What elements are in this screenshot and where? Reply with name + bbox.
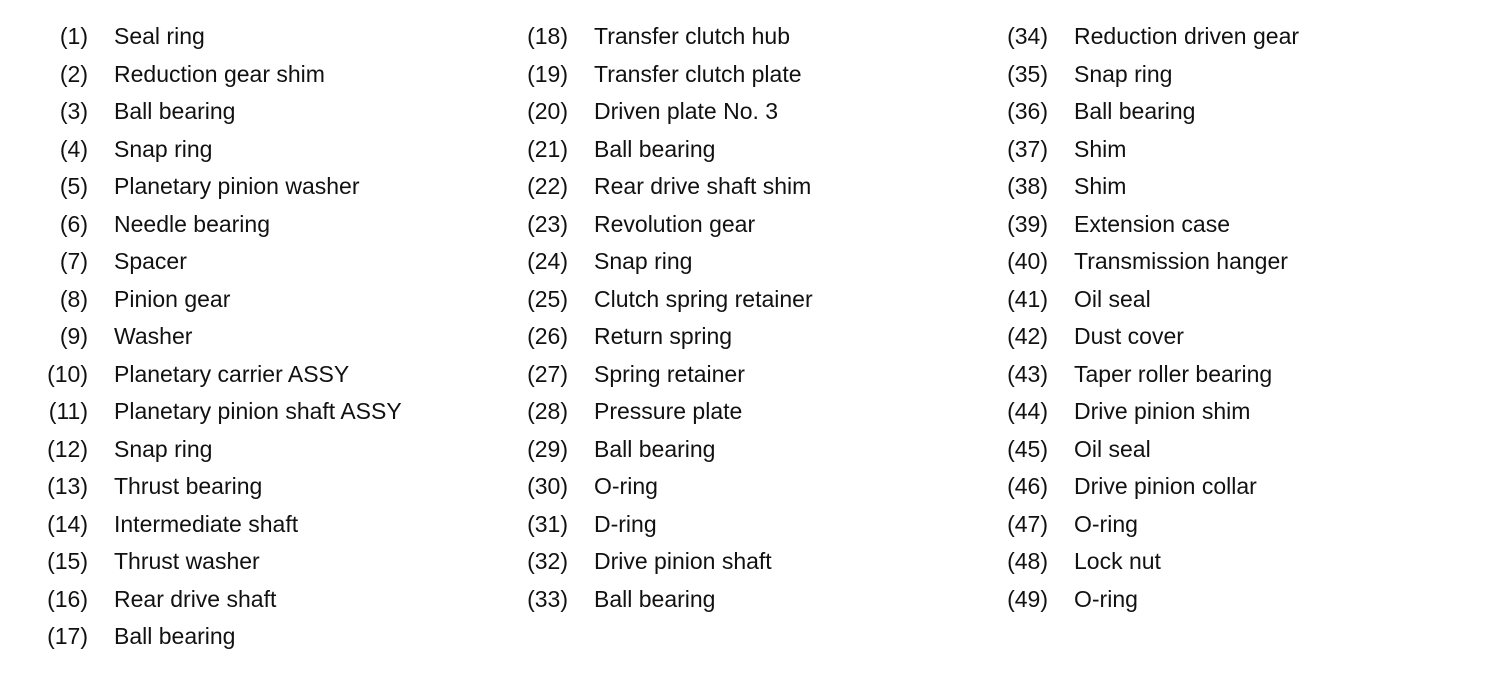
part-number: (14) xyxy=(47,510,88,537)
part-number: (40) xyxy=(1007,248,1048,274)
part-number: (15) xyxy=(47,548,88,574)
part-name: O-ring xyxy=(594,473,658,499)
part-list-item xyxy=(40,618,402,656)
part-name: Snap ring xyxy=(594,248,693,274)
part-number: (37) xyxy=(1007,135,1048,162)
part-name: Shim xyxy=(1074,135,1127,162)
part-number: (21) xyxy=(527,135,568,162)
part-number: (38) xyxy=(1007,173,1048,199)
part-name: Planetary pinion washer xyxy=(114,173,360,199)
part-number: (29) xyxy=(527,435,568,462)
parts-column-2 xyxy=(520,18,813,618)
parts-legend xyxy=(0,18,1504,668)
part-list-item xyxy=(520,431,813,469)
parts-column-1 xyxy=(40,18,402,656)
part-name: Lock nut xyxy=(1074,548,1161,574)
part-list-item xyxy=(1000,93,1299,131)
part-list-item xyxy=(40,243,402,281)
part-name: O-ring xyxy=(1074,585,1138,612)
part-list-item xyxy=(40,93,402,131)
part-list-item xyxy=(40,393,402,431)
part-name: Drive pinion collar xyxy=(1074,473,1257,499)
part-number: (18) xyxy=(527,23,568,49)
part-number: (36) xyxy=(1007,98,1048,124)
part-number: (1) xyxy=(59,23,88,49)
part-name: Return spring xyxy=(594,323,733,349)
part-name: Extension case xyxy=(1074,210,1230,237)
part-name: Needle bearing xyxy=(114,210,271,237)
part-name: Ball bearing xyxy=(114,623,236,649)
part-list-item xyxy=(520,393,813,431)
part-list-item xyxy=(40,581,402,619)
part-list-item xyxy=(40,18,402,56)
part-list-item xyxy=(40,543,402,581)
part-name: Pressure plate xyxy=(594,398,743,424)
part-number: (28) xyxy=(527,398,568,424)
part-number: (27) xyxy=(527,360,568,387)
part-list-item xyxy=(1000,318,1299,356)
part-list-item xyxy=(520,93,813,131)
part-name: Snap ring xyxy=(114,435,213,462)
part-number: (7) xyxy=(59,248,88,274)
part-number: (24) xyxy=(527,248,568,274)
part-name: Oil seal xyxy=(1074,285,1151,312)
part-name: Drive pinion shaft xyxy=(594,548,772,574)
part-number: (33) xyxy=(527,585,568,612)
part-number: (22) xyxy=(527,173,568,199)
part-list-item xyxy=(1000,543,1299,581)
part-number: (49) xyxy=(1007,585,1048,612)
part-number: (32) xyxy=(527,548,568,574)
part-list-item xyxy=(1000,168,1299,206)
part-list-item xyxy=(1000,243,1299,281)
part-number: (47) xyxy=(1007,510,1048,537)
part-list-item xyxy=(520,581,813,619)
part-name: Driven plate No. 3 xyxy=(594,98,779,124)
part-number: (6) xyxy=(59,210,88,237)
part-name: Transfer clutch hub xyxy=(594,23,791,49)
part-list-item xyxy=(40,506,402,544)
part-number: (4) xyxy=(59,135,88,162)
part-name: Snap ring xyxy=(114,135,213,162)
part-number: (9) xyxy=(59,323,88,349)
part-list-item xyxy=(1000,206,1299,244)
part-name: Pinion gear xyxy=(114,285,231,312)
parts-column-3 xyxy=(1000,18,1299,618)
part-list-item xyxy=(520,168,813,206)
part-name: Clutch spring retainer xyxy=(594,285,813,312)
part-name: Washer xyxy=(114,323,193,349)
part-name: Reduction gear shim xyxy=(114,60,325,87)
part-list-item xyxy=(520,356,813,394)
part-number: (30) xyxy=(527,473,568,499)
part-name: Oil seal xyxy=(1074,435,1151,462)
part-name: Shim xyxy=(1074,173,1127,199)
part-list-item xyxy=(1000,18,1299,56)
part-number: (48) xyxy=(1007,548,1048,574)
part-name: Seal ring xyxy=(114,23,205,49)
part-list-item xyxy=(520,318,813,356)
part-list-item xyxy=(1000,356,1299,394)
part-list-item xyxy=(520,243,813,281)
part-name: Intermediate shaft xyxy=(114,510,299,537)
part-list-item xyxy=(520,506,813,544)
part-number: (39) xyxy=(1007,210,1048,237)
part-list-item xyxy=(1000,281,1299,319)
part-name: Thrust bearing xyxy=(114,473,263,499)
part-name: Taper roller bearing xyxy=(1074,360,1273,387)
part-name: Ball bearing xyxy=(114,98,236,124)
part-number: (19) xyxy=(527,60,568,87)
part-number: (17) xyxy=(47,623,88,649)
part-number: (5) xyxy=(59,173,88,199)
part-list-item xyxy=(520,281,813,319)
part-list-item xyxy=(40,356,402,394)
part-number: (26) xyxy=(527,323,568,349)
part-list-item xyxy=(1000,131,1299,169)
part-list-item xyxy=(40,281,402,319)
part-list-item xyxy=(1000,431,1299,469)
part-number: (25) xyxy=(527,285,568,312)
part-name: Thrust washer xyxy=(114,548,260,574)
part-number: (16) xyxy=(47,585,88,612)
part-number: (31) xyxy=(527,510,568,537)
part-list-item xyxy=(1000,468,1299,506)
part-name: Ball bearing xyxy=(594,435,716,462)
part-list-item xyxy=(40,468,402,506)
part-name: Planetary carrier ASSY xyxy=(114,360,350,387)
part-name: Spacer xyxy=(114,248,187,274)
part-list-item xyxy=(1000,506,1299,544)
part-name: Ball bearing xyxy=(1074,98,1196,124)
part-name: Ball bearing xyxy=(594,585,716,612)
part-name: Reduction driven gear xyxy=(1074,23,1300,49)
part-name: Snap ring xyxy=(1074,60,1173,87)
part-number: (42) xyxy=(1007,323,1048,349)
part-number: (10) xyxy=(47,360,88,387)
part-name: Ball bearing xyxy=(594,135,716,162)
part-name: Rear drive shaft shim xyxy=(594,173,812,199)
part-list-item xyxy=(40,168,402,206)
part-number: (41) xyxy=(1007,285,1048,312)
part-name: Revolution gear xyxy=(594,210,756,237)
part-number: (12) xyxy=(47,435,88,462)
part-name: D-ring xyxy=(594,510,657,537)
part-name: Transmission hanger xyxy=(1074,248,1288,274)
part-name: Rear drive shaft xyxy=(114,585,277,612)
part-name: Planetary pinion shaft ASSY xyxy=(114,398,402,424)
part-number: (43) xyxy=(1007,360,1048,387)
part-list-item xyxy=(1000,581,1299,619)
part-number: (35) xyxy=(1007,60,1048,87)
part-list-item xyxy=(40,56,402,94)
part-number: (20) xyxy=(527,98,568,124)
part-list-item xyxy=(40,431,402,469)
part-name: Dust cover xyxy=(1074,323,1184,349)
part-name: Transfer clutch plate xyxy=(594,60,802,87)
part-list-item xyxy=(1000,393,1299,431)
part-list-item xyxy=(40,206,402,244)
part-name: Drive pinion shim xyxy=(1074,398,1251,424)
part-list-item xyxy=(520,206,813,244)
part-number: (46) xyxy=(1007,473,1048,499)
part-list-item xyxy=(40,131,402,169)
part-number: (11) xyxy=(48,398,88,424)
part-name: O-ring xyxy=(1074,510,1138,537)
part-number: (23) xyxy=(527,210,568,237)
part-list-item xyxy=(520,56,813,94)
part-number: (45) xyxy=(1007,435,1048,462)
part-number: (34) xyxy=(1007,23,1048,49)
part-list-item xyxy=(520,18,813,56)
part-list-item xyxy=(40,318,402,356)
part-number: (2) xyxy=(59,60,88,87)
part-list-item xyxy=(1000,56,1299,94)
part-number: (8) xyxy=(59,285,88,312)
part-number: (44) xyxy=(1007,398,1048,424)
part-list-item xyxy=(520,131,813,169)
part-list-item xyxy=(520,468,813,506)
part-number: (3) xyxy=(59,98,88,124)
part-list-item xyxy=(520,543,813,581)
part-number: (13) xyxy=(47,473,88,499)
part-name: Spring retainer xyxy=(594,360,745,387)
